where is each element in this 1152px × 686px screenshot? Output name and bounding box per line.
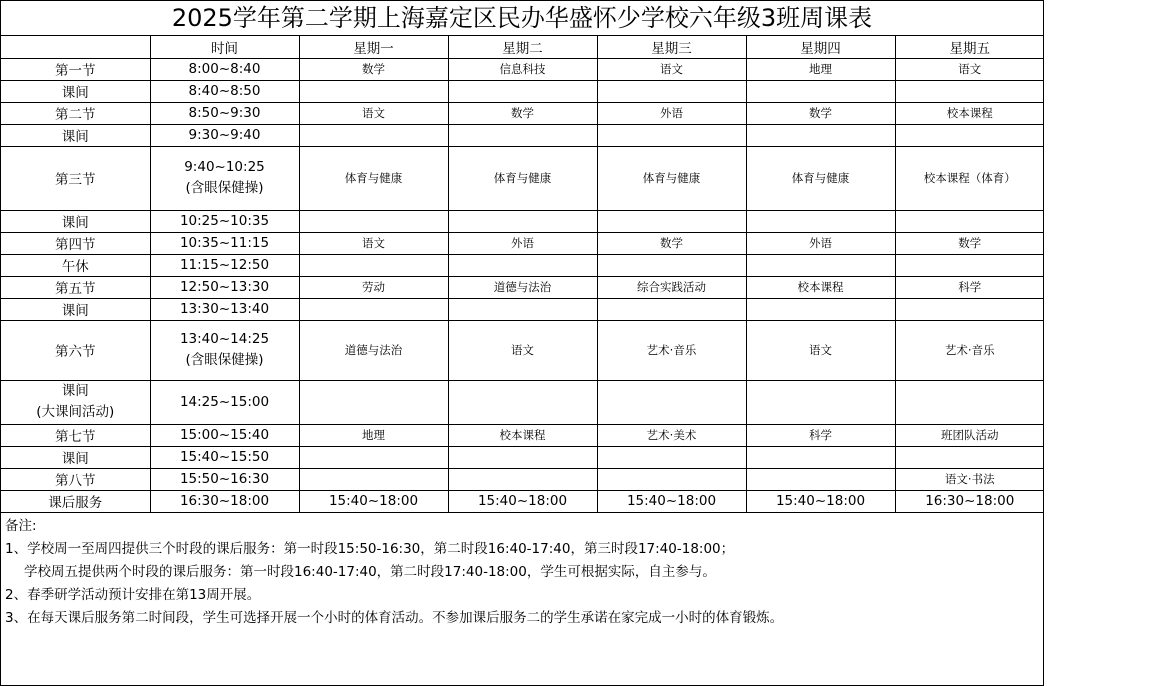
period-time: 16:30~18:00 <box>150 490 299 512</box>
header-cell-corner <box>1 36 150 58</box>
period-label: 第七节 <box>1 424 150 446</box>
table-row <box>1 298 1044 320</box>
subject-cell <box>299 298 448 320</box>
subject-cell: 地理 <box>746 58 895 80</box>
table-row <box>1 446 1044 468</box>
table-row <box>1 380 1044 424</box>
period-label: 第一节 <box>1 58 150 80</box>
period-time: 8:50~9:30 <box>150 102 299 124</box>
subject-cell: 体育与健康 <box>597 146 746 210</box>
subject-cell: 体育与健康 <box>448 146 597 210</box>
subject-cell <box>597 124 746 146</box>
period-time-cell <box>150 146 299 210</box>
subject-cell <box>746 468 895 490</box>
period-label: 第三节 <box>1 146 150 210</box>
service-time-cell: 15:40~18:00 <box>448 490 597 512</box>
period-label: 课间 <box>61 383 89 399</box>
period-time: 10:25~10:35 <box>150 210 299 232</box>
header-cell-tuesday: 星期二 <box>448 36 597 58</box>
subject-cell: 综合实践活动 <box>597 276 746 298</box>
subject-cell <box>299 254 448 276</box>
period-time-cell <box>150 320 299 380</box>
period-time-note: (含眼保健操) <box>185 180 264 196</box>
subject-cell: 外语 <box>597 102 746 124</box>
subject-cell: 校本课程（体育） <box>895 146 1044 210</box>
subject-cell: 校本课程 <box>448 424 597 446</box>
subject-cell <box>299 468 448 490</box>
table-row <box>1 80 1044 102</box>
table-row <box>1 58 1044 80</box>
period-time: 15:50~16:30 <box>150 468 299 490</box>
header-cell-thursday: 星期四 <box>746 36 895 58</box>
period-label: 第二节 <box>1 102 150 124</box>
subject-cell <box>299 380 448 424</box>
subject-cell <box>299 446 448 468</box>
table-row <box>1 424 1044 446</box>
table-row <box>1 490 1044 512</box>
service-time-cell: 15:40~18:00 <box>746 490 895 512</box>
period-time: 8:00~8:40 <box>150 58 299 80</box>
note-line: 学校周五提供两个时段的课后服务：第一时段16:40-17:40，第二时段17:40-18:00，学生可根据实际，自主参与。 <box>24 563 716 580</box>
subject-cell <box>746 254 895 276</box>
table-row <box>1 232 1044 254</box>
header-cell-monday: 星期一 <box>299 36 448 58</box>
subject-cell <box>448 298 597 320</box>
period-time-note: (含眼保健操) <box>185 352 264 368</box>
note-line: 2、春季研学活动预计安排在第13周开展。 <box>5 586 261 603</box>
subject-cell <box>448 124 597 146</box>
subject-cell <box>895 254 1044 276</box>
subject-cell <box>746 380 895 424</box>
period-label: 课后服务 <box>1 490 150 512</box>
subject-cell <box>895 80 1044 102</box>
subject-cell: 数学 <box>746 102 895 124</box>
subject-cell: 劳动 <box>299 276 448 298</box>
subject-cell: 数学 <box>448 102 597 124</box>
subject-cell: 科学 <box>895 276 1044 298</box>
subject-cell: 信息科技 <box>448 58 597 80</box>
subject-cell: 体育与健康 <box>746 146 895 210</box>
subject-cell: 语文 <box>448 320 597 380</box>
subject-cell <box>299 80 448 102</box>
subject-cell: 科学 <box>746 424 895 446</box>
note-line: 3、在每天课后服务第二时间段，学生可选择开展一个小时的体育活动。不参加课后服务二的学生承诺在家完成一小时的体育锻炼。 <box>5 609 784 626</box>
period-label: 课间 <box>1 210 150 232</box>
subject-cell <box>448 446 597 468</box>
subject-cell: 艺术·音乐 <box>895 320 1044 380</box>
period-time: 10:35~11:15 <box>150 232 299 254</box>
subject-cell <box>597 254 746 276</box>
subject-cell <box>597 298 746 320</box>
table-row <box>1 320 1044 380</box>
period-time: 9:40~10:25 <box>184 159 265 175</box>
subject-cell <box>746 210 895 232</box>
timetable <box>1 36 1044 513</box>
subject-cell <box>746 446 895 468</box>
period-label: 午休 <box>1 254 150 276</box>
subject-cell: 语文 <box>895 58 1044 80</box>
subject-cell: 班团队活动 <box>895 424 1044 446</box>
subject-cell <box>448 80 597 102</box>
subject-cell: 语文 <box>597 58 746 80</box>
subject-cell <box>448 254 597 276</box>
period-label: 第四节 <box>1 232 150 254</box>
page-title: 2025学年第二学期上海嘉定区民办华盛怀少学校六年级3班周课表 <box>1 1 1043 36</box>
notes-heading: 备注: <box>5 517 37 534</box>
service-time-cell: 15:40~18:00 <box>299 490 448 512</box>
subject-cell <box>895 298 1044 320</box>
subject-cell <box>746 124 895 146</box>
subject-cell: 外语 <box>746 232 895 254</box>
period-time: 15:00~15:40 <box>150 424 299 446</box>
period-time: 12:50~13:30 <box>150 276 299 298</box>
notes-section <box>1 513 1043 632</box>
subject-cell <box>597 380 746 424</box>
header-row <box>1 36 1044 58</box>
service-time-cell: 16:30~18:00 <box>895 490 1044 512</box>
period-time: 8:40~8:50 <box>150 80 299 102</box>
header-cell-friday: 星期五 <box>895 36 1044 58</box>
subject-cell <box>895 124 1044 146</box>
table-row <box>1 254 1044 276</box>
period-label: 第六节 <box>1 320 150 380</box>
period-time: 11:15~12:50 <box>150 254 299 276</box>
subject-cell: 道德与法治 <box>299 320 448 380</box>
note-line: 1、学校周一至周四提供三个时段的课后服务：第一时段15:50-16:30，第二时段16:40-17:40，第三时段17:40-18:00； <box>5 540 735 557</box>
subject-cell: 外语 <box>448 232 597 254</box>
subject-cell: 语文·书法 <box>895 468 1044 490</box>
subject-cell: 艺术·美术 <box>597 424 746 446</box>
subject-cell <box>895 446 1044 468</box>
subject-cell <box>597 210 746 232</box>
subject-cell: 艺术·音乐 <box>597 320 746 380</box>
table-row <box>1 276 1044 298</box>
period-label: 课间 <box>1 80 150 102</box>
table-row <box>1 210 1044 232</box>
table-row <box>1 102 1044 124</box>
subject-cell: 道德与法治 <box>448 276 597 298</box>
subject-cell: 数学 <box>895 232 1044 254</box>
subject-cell <box>448 468 597 490</box>
header-cell-wednesday: 星期三 <box>597 36 746 58</box>
table-row <box>1 146 1044 210</box>
table-row <box>1 124 1044 146</box>
period-label: 第八节 <box>1 468 150 490</box>
subject-cell <box>448 210 597 232</box>
period-time: 9:30~9:40 <box>150 124 299 146</box>
header-cell-time: 时间 <box>150 36 299 58</box>
subject-cell <box>597 80 746 102</box>
subject-cell: 数学 <box>299 58 448 80</box>
table-row <box>1 468 1044 490</box>
period-label: 课间 <box>1 298 150 320</box>
subject-cell <box>895 210 1044 232</box>
subject-cell <box>597 468 746 490</box>
subject-cell: 体育与健康 <box>299 146 448 210</box>
subject-cell: 语文 <box>299 232 448 254</box>
subject-cell: 地理 <box>299 424 448 446</box>
period-time: 13:40~14:25 <box>179 331 270 347</box>
period-label-note: (大课间活动) <box>36 404 115 420</box>
subject-cell <box>746 298 895 320</box>
period-label-cell <box>1 380 150 424</box>
subject-cell: 语文 <box>299 102 448 124</box>
subject-cell <box>299 210 448 232</box>
period-time: 15:40~15:50 <box>150 446 299 468</box>
period-time: 13:30~13:40 <box>150 298 299 320</box>
subject-cell <box>746 80 895 102</box>
subject-cell: 校本课程 <box>746 276 895 298</box>
period-time: 14:25~15:00 <box>150 380 299 424</box>
period-label: 第五节 <box>1 276 150 298</box>
subject-cell <box>895 380 1044 424</box>
subject-cell <box>597 446 746 468</box>
subject-cell <box>448 380 597 424</box>
subject-cell: 校本课程 <box>895 102 1044 124</box>
service-time-cell: 15:40~18:00 <box>597 490 746 512</box>
period-label: 课间 <box>1 124 150 146</box>
subject-cell: 数学 <box>597 232 746 254</box>
subject-cell: 语文 <box>746 320 895 380</box>
period-label: 课间 <box>1 446 150 468</box>
subject-cell <box>299 124 448 146</box>
